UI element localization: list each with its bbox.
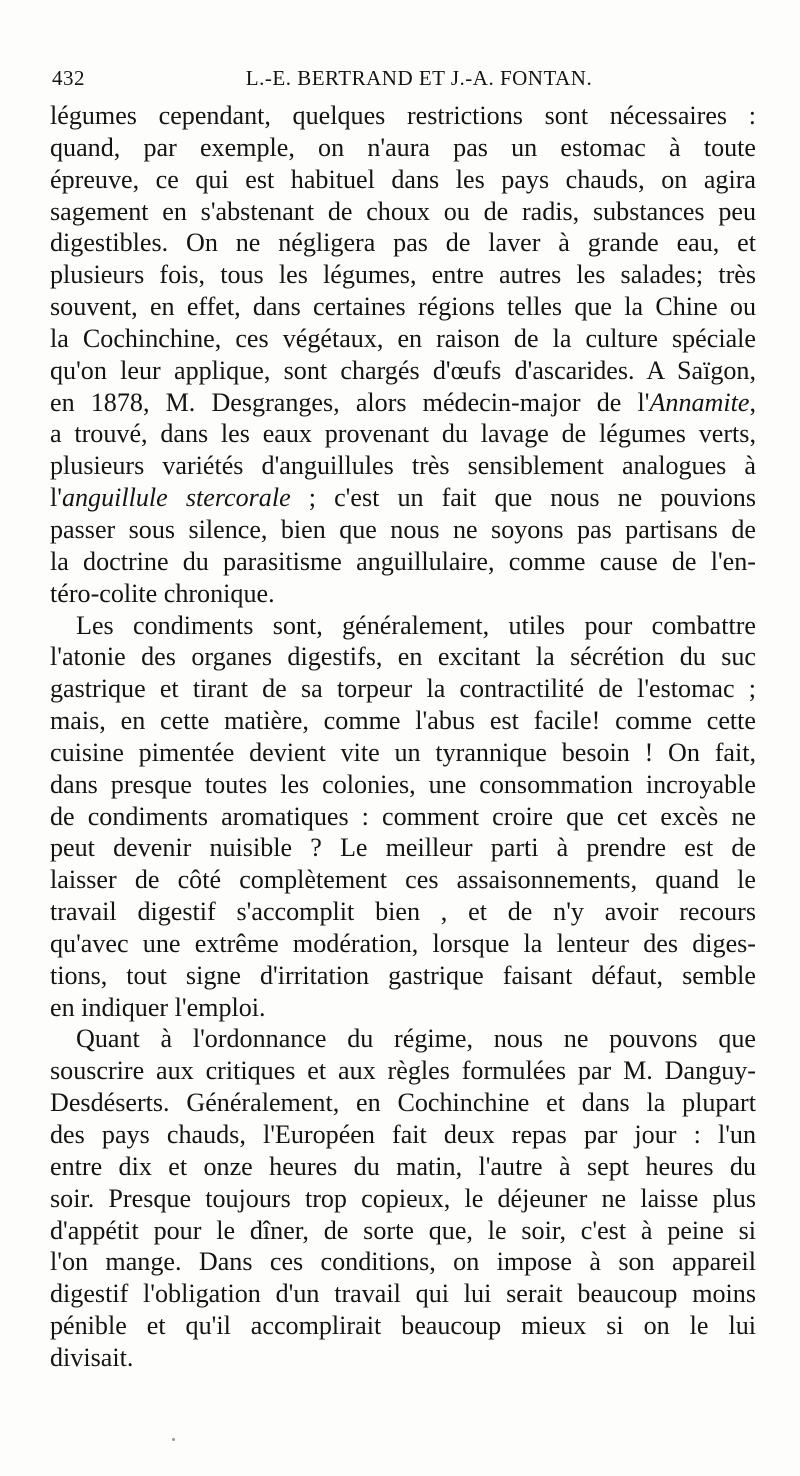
text-line: Quant à l'ordonnance du régime, nous ne pouvons que: [76, 1024, 756, 1054]
text-line: souvent, en effet, dans certaines régions telles que la Chine ou: [50, 292, 756, 322]
text-line: dans presque toutes les colonies, une consommation incroyable: [50, 769, 756, 799]
page-number: 432: [52, 66, 85, 90]
text-line: souscrire aux critiques et aux règles formulées par M. Danguy-: [50, 1056, 756, 1086]
text-line: pénible et qu'il accomplirait beaucoup mieux si on le lui: [50, 1311, 756, 1341]
text-line: peut devenir nuisible ? Le meilleur parti à prendre est de: [50, 833, 756, 863]
text-line: qu'on leur applique, sont chargés d'œufs d'ascarides. A Saïgon,: [50, 355, 756, 385]
text-line: Desdéserts. Généralement, en Cochinchine et dans la plupart: [50, 1088, 756, 1118]
text-line: entre dix et onze heures du matin, l'autre à sept heures du: [50, 1151, 756, 1181]
text-line: sagement en s'abstenant de choux ou de radis, substances peu: [50, 196, 756, 226]
text-line: en indiquer l'emploi.: [50, 992, 266, 1022]
page-header: [52, 66, 756, 98]
text-line: a trouvé, dans les eaux provenant du lavage de légumes verts,: [50, 419, 756, 449]
page-speck: [172, 1438, 175, 1441]
text-line: en 1878, M. Desgranges, alors médecin-major de l'Annamite,: [50, 387, 756, 417]
text-line: des pays chauds, l'Européen fait deux repas par jour : l'un: [50, 1120, 756, 1149]
text-line: la Cochinchine, ces végétaux, en raison de la culture spéciale: [50, 323, 756, 353]
text-line: quand, par exemple, on n'aura pas un estomac à toute: [50, 132, 756, 162]
text-line: passer sous silence, bien que nous ne soyons pas partisans de: [50, 514, 756, 544]
text-line: légumes cependant, quelques restrictions sont nécessaires :: [50, 101, 756, 130]
text-line: qu'avec une extrême modération, lorsque la lenteur des diges-: [50, 928, 756, 958]
running-head: L.-E. BERTRAND ET J.-A. FONTAN.: [245, 66, 593, 90]
text-line: plusieurs variétés d'anguillules très sensiblement analogues à: [50, 451, 756, 481]
text-line: cuisine pimentée devient vite un tyrannique besoin ! On fait,: [50, 737, 756, 767]
paragraph: [50, 1023, 756, 1373]
text-line: tions, tout signe d'irritation gastrique faisant défaut, semble: [50, 960, 756, 990]
text-line: d'appétit pour le dîner, de sorte que, le soir, c'est à peine si: [50, 1215, 756, 1245]
paragraph: [50, 100, 756, 610]
text-line: divisait.: [50, 1342, 134, 1372]
text-line: travail digestif s'accomplit bien , et de n'y avoir recours: [50, 897, 756, 927]
text-line: soir. Presque toujours trop copieux, le déjeuner ne laisse plus: [50, 1183, 756, 1213]
text-line: plusieurs fois, tous les légumes, entre autres les salades; très: [50, 260, 756, 290]
text-line: digestif l'obligation d'un travail qui lui serait beaucoup moins: [50, 1279, 756, 1309]
body-text: [50, 100, 756, 1374]
text-line: digestibles. On ne négligera pas de laver à grande eau, et: [50, 228, 756, 258]
text-line: l'anguillule stercorale ; c'est un fait que nous ne pouvions: [50, 483, 757, 513]
text-line: épreuve, ce qui est habituel dans les pays chauds, on agira: [50, 164, 756, 194]
text-line: Les condiments sont, généralement, utiles pour combattre: [76, 610, 756, 640]
paragraph: [50, 610, 756, 1024]
text-line: l'atonie des organes digestifs, en excitant la sécrétion du suc: [50, 642, 756, 672]
text-line: de condiments aromatiques : comment croire que cet excès ne: [50, 801, 756, 831]
text-line: téro-colite chronique.: [50, 578, 275, 608]
text-line: laisser de côté complètement ces assaisonnements, quand le: [50, 865, 756, 895]
text-line: mais, en cette matière, comme l'abus est facile! comme cette: [50, 706, 756, 736]
text-line: l'on mange. Dans ces conditions, on impose à son appareil: [50, 1247, 756, 1277]
text-line: la doctrine du parasitisme anguillulaire, comme cause de l'en-: [50, 546, 756, 576]
text-line: gastrique et tirant de sa torpeur la contractilité de l'estomac ;: [50, 674, 756, 704]
